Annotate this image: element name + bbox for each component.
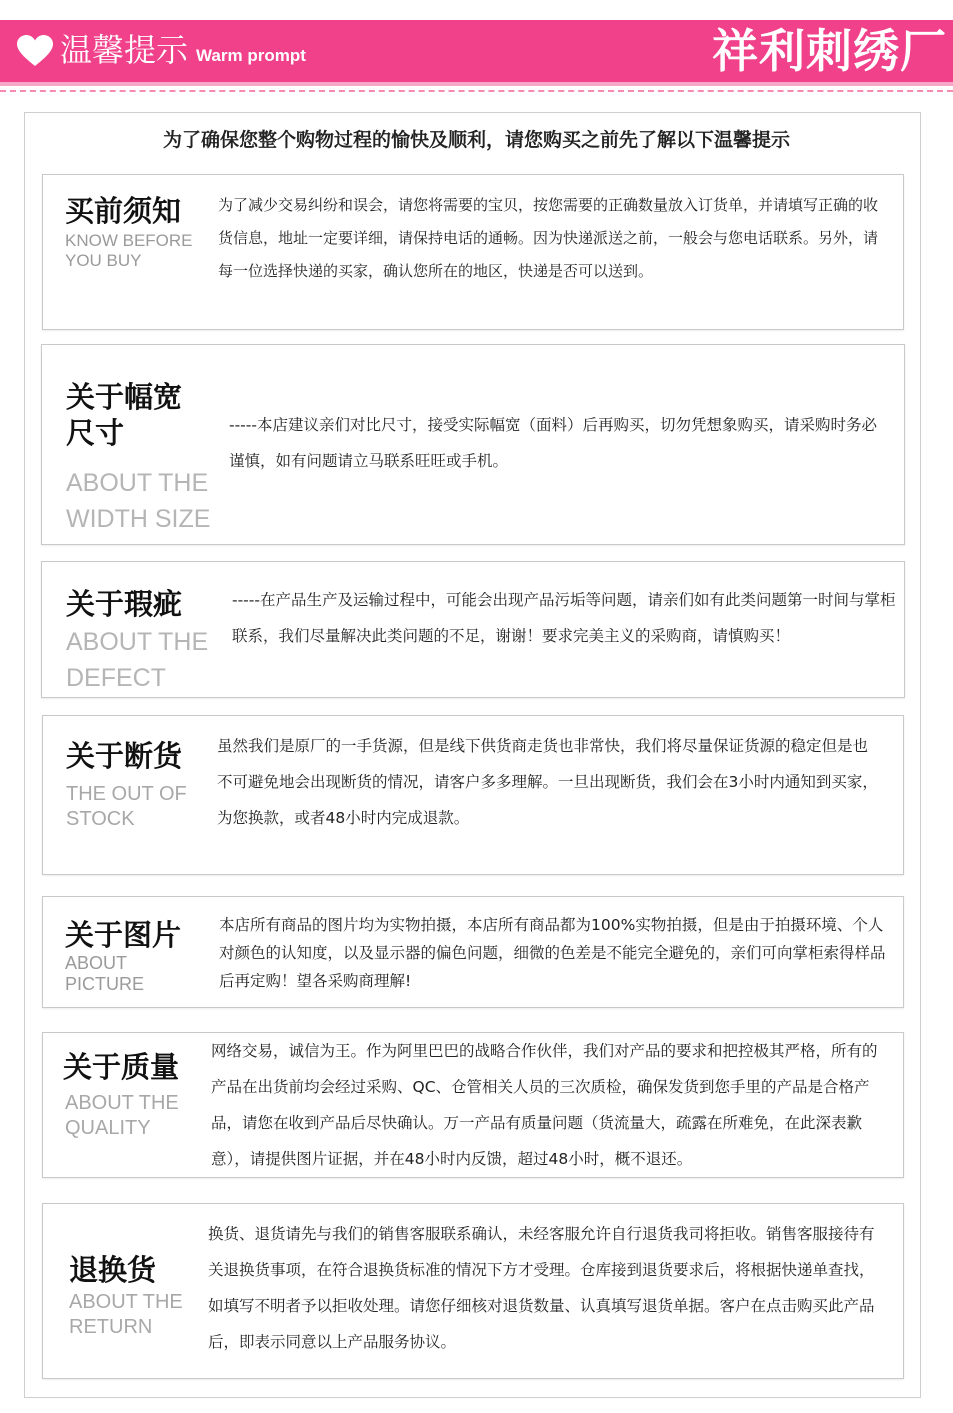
- section-body: -----在产品生产及运输过程中，可能会出现产品污垢等问题，请亲们如有此类问题第一时间与掌柜联系，我们尽量解决此类问题的不足，谢谢！要求完美主义的采购商，请慎购买！: [232, 591, 896, 645]
- section-out-of-stock: [42, 715, 904, 875]
- section-subtitle-en: ABOUT THE WIDTH SIZE: [66, 469, 211, 533]
- section-title: 退换货: [69, 1253, 157, 1287]
- section-subtitle-en: KNOW BEFORE YOU BUY: [65, 231, 193, 270]
- section-title: 关于瑕疵: [66, 587, 183, 621]
- section-width-size: [41, 344, 905, 545]
- section-title: 关于断货: [66, 739, 183, 773]
- section-return: [42, 1203, 904, 1379]
- intro-text: 为了确保您整个购物过程的愉快及顺利，请您购买之前先了解以下温馨提示: [162, 129, 790, 151]
- section-subtitle-en: THE OUT OF STOCK: [66, 783, 187, 830]
- section-quality: [42, 1032, 904, 1178]
- section-title: 关于幅宽 尺寸: [66, 380, 183, 450]
- section-title: 关于图片: [65, 918, 182, 952]
- section-subtitle-en: ABOUT PICTURE: [65, 953, 145, 994]
- header-banner: [0, 20, 953, 86]
- section-picture: [42, 896, 904, 1008]
- section-body: 为了减少交易纠纷和误会，请您将需要的宝贝，按您需要的正确数量放入订货单，并请填写正确的收货信息，地址一定要详细，请保持电话的通畅。因为快递派送之前，一般会与您电话联系。另外，请每一位选择快递的买家，确认您所在的地区，快递是否可以送到。: [218, 196, 879, 280]
- heart-icon: [16, 34, 54, 68]
- section-know-before-you-buy: [42, 174, 904, 330]
- section-body: -----本店建议亲们对比尺寸，接受实际幅宽（面料）后再购买，切勿凭想象购买，请采购时务必谨慎，如有问题请立马联系旺旺或手机。: [229, 416, 877, 470]
- section-title: 关于质量: [63, 1050, 180, 1084]
- brand-name: 祥利刺绣厂: [712, 24, 947, 78]
- banner-title: 温馨提示: [60, 31, 189, 69]
- section-body: 网络交易，诚信为王。作为阿里巴巴的战略合作伙伴，我们对产品的要求和把控极其严格，所有的产品在出货前均会经过采购、QC、仓管相关人员的三次质检，确保发货到您手里的产品是合格产品，请您在收到产品后尽快确认。万一产品有质量问题（货流量大，疏露在所难免，在此深表歉意），请提供图片证据，并在48小时内反馈，超过48小时，概不退还。: [211, 1042, 878, 1168]
- section-subtitle-en: ABOUT THE RETURN: [69, 1291, 183, 1338]
- banner-subtitle: Warm prompt: [196, 46, 306, 65]
- section-subtitle-en: ABOUT THE QUALITY: [65, 1092, 179, 1139]
- section-defect: [41, 561, 905, 698]
- section-body: 虽然我们是原厂的一手货源，但是线下供货商走货也非常快，我们将尽量保证货源的稳定但是也不可避免地会出现断货的情况，请客户多多理解。一旦出现断货，我们会在3小时内通知到买家，为您换款，或者48小时内完成退款。: [217, 737, 878, 827]
- section-title: 买前须知: [65, 194, 182, 228]
- section-subtitle-en: ABOUT THE DEFECT: [66, 628, 209, 692]
- section-body: 换货、退货请先与我们的销售客服联系确认，未经客服允许自行退货我司将拒收。销售客服接待有关退换货事项，在符合退换货标准的情况下方才受理。仓库接到退货要求后，将根据快递单查找，如填写不明者予以拒收处理。请您仔细核对退货数量、认真填写退货单据。客户在点击购买此产品后，即表示同意以上产品服务协议。: [208, 1225, 875, 1351]
- section-body: 本店所有商品的图片均为实物拍摄，本店所有商品都为100%实物拍摄，但是由于拍摄环境、个人对颜色的认知度，以及显示器的偏色问题，细微的色差是不能完全避免的，亲们可向掌柜索得样品后再定购！望各采购商理解!: [219, 916, 886, 990]
